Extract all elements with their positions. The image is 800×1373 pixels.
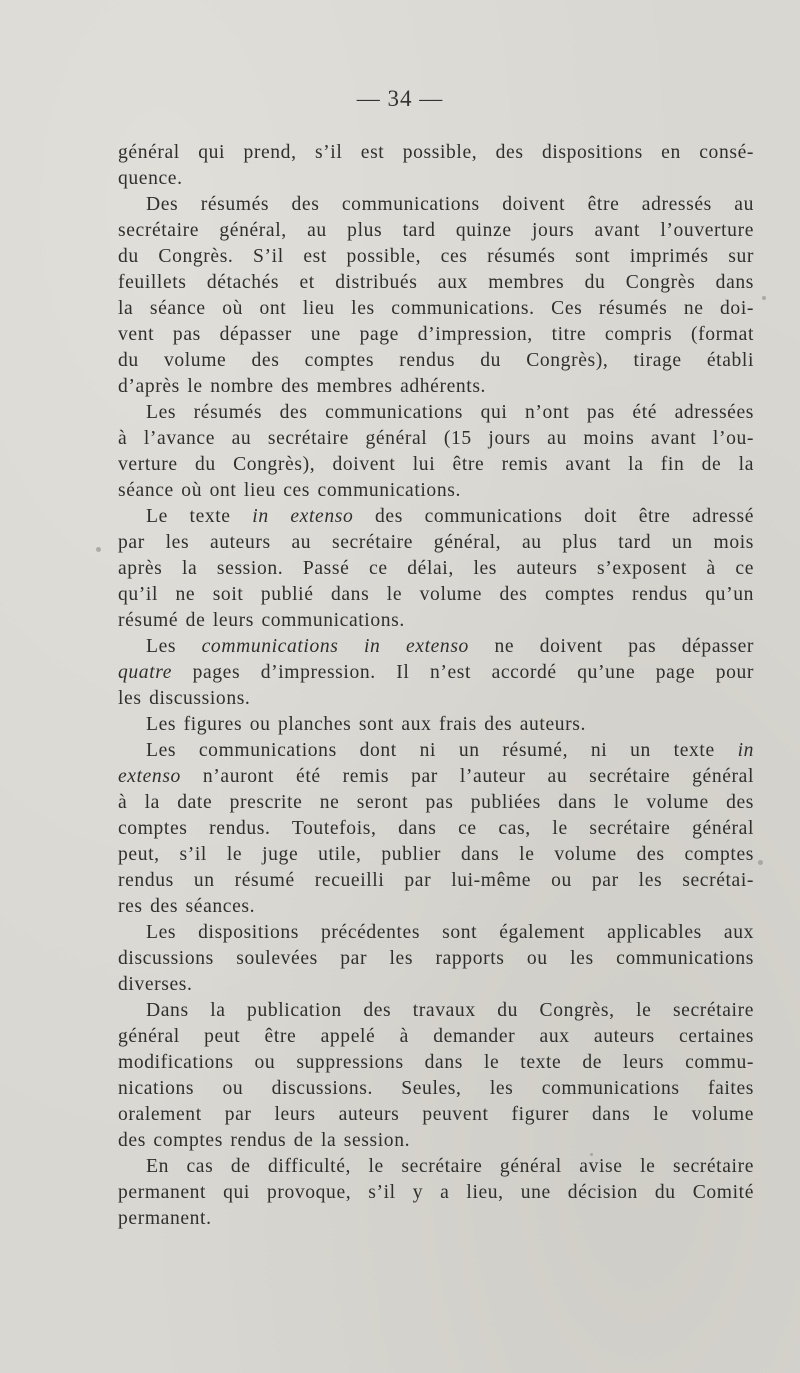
italic-text: in extenso	[252, 506, 354, 527]
text-line	[118, 504, 754, 530]
text-line-segment: ne doivent pas dépasser	[494, 636, 754, 657]
italic-text: extenso	[118, 766, 181, 787]
text-line	[118, 1128, 754, 1154]
text-line	[118, 452, 754, 478]
text-line-segment: des comptes rendus de la session.	[118, 1130, 411, 1151]
text-line	[118, 270, 754, 296]
text-line-segment: feuillets détachés et distribués aux membres du Congrès dans	[118, 272, 754, 293]
text-line	[118, 166, 754, 192]
text-line-segment: secrétaire général, au plus tard quinze jours avant l’ouverture	[118, 220, 754, 241]
text-line	[118, 998, 754, 1024]
text-line	[118, 920, 754, 946]
text-line-segment: des communications doit être adressé	[375, 506, 754, 527]
text-line	[118, 660, 754, 686]
text-line-segment: quence.	[118, 168, 183, 189]
text-line	[118, 712, 754, 738]
italic-text: in	[737, 740, 755, 761]
text-line-segment: à l’avance au secrétaire général (15 jours au moins avant l’ou-	[118, 428, 754, 449]
italic-text: communications in extenso	[201, 636, 469, 657]
text-line	[118, 868, 754, 894]
text-line-segment: modifications ou suppressions dans le texte de leurs commu-	[118, 1052, 754, 1073]
text-line-segment: résumé de leurs communications.	[118, 610, 405, 631]
text-line-segment: n’auront été remis par l’auteur au secrétaire général	[202, 766, 755, 787]
text-line-segment: les discussions.	[118, 688, 251, 709]
text-line-segment: diverses.	[118, 974, 193, 995]
text-line-segment: nications ou discussions. Seules, les communications faites	[118, 1078, 754, 1099]
text-line-segment: Les résumés des communications qui n’ont pas été adressées	[146, 402, 754, 423]
text-line	[118, 972, 754, 998]
text-line	[118, 348, 754, 374]
text-line	[118, 426, 754, 452]
text-line	[118, 140, 754, 166]
text-line	[118, 1024, 754, 1050]
paper-speck	[590, 1153, 593, 1156]
text-line	[118, 244, 754, 270]
text-line-segment: d’après le nombre des membres adhérents.	[118, 376, 487, 397]
text-line	[118, 374, 754, 400]
text-line-segment: Des résumés des communications doivent être adressés au	[146, 194, 754, 215]
text-line	[118, 894, 754, 920]
text-line	[118, 296, 754, 322]
text-line-segment: pages d’impression. Il n’est accordé qu’une page pour	[192, 662, 755, 683]
text-line-segment: En cas de difficulté, le secrétaire général avise le secrétaire	[146, 1156, 754, 1177]
text-line-segment: Les dispositions précédentes sont également applicables aux	[146, 922, 754, 943]
text-line-segment: la séance où ont lieu les communications. Ces résumés ne doi-	[118, 298, 754, 319]
text-line-segment: Les	[146, 636, 177, 657]
paper-speck	[762, 296, 766, 300]
text-line	[118, 816, 754, 842]
italic-text: quatre	[118, 662, 173, 683]
paper-speck	[758, 860, 763, 865]
text-line	[118, 608, 754, 634]
text-line-segment: peut, s’il le juge utile, publier dans le volume des comptes	[118, 844, 754, 865]
text-line-segment: verture du Congrès), doivent lui être remis avant la fin de la	[118, 454, 754, 475]
text-line-segment: comptes rendus. Toutefois, dans ce cas, le secrétaire général	[118, 818, 754, 839]
text-line-segment: général qui prend, s’il est possible, des dispositions en consé-	[118, 142, 754, 163]
text-line-segment: oralement par leurs auteurs peuvent figurer dans le volume	[118, 1104, 754, 1125]
text-line	[118, 738, 754, 764]
text-line-segment: après la session. Passé ce délai, les auteurs s’exposent à ce	[118, 558, 754, 579]
text-line-segment: séance où ont lieu ces communications.	[118, 480, 461, 501]
text-line-segment: à la date prescrite ne seront pas publiées dans le volume des	[118, 792, 754, 813]
text-line-segment: Les communications dont ni un résumé, ni un texte	[146, 740, 715, 761]
text-line-segment: discussions soulevées par les rapports ou les communications	[118, 948, 754, 969]
text-line-segment: par les auteurs au secrétaire général, au plus tard un mois	[118, 532, 754, 553]
text-line	[118, 556, 754, 582]
text-line	[118, 400, 754, 426]
paper-speck	[96, 547, 101, 552]
text-line	[118, 1076, 754, 1102]
text-line	[118, 686, 754, 712]
text-line	[118, 946, 754, 972]
text-line-segment: rendus un résumé recueilli par lui-même ou par les secrétai-	[118, 870, 754, 891]
text-line	[118, 478, 754, 504]
text-line	[118, 530, 754, 556]
text-line	[118, 192, 754, 218]
text-line-segment: du volume des comptes rendus du Congrès), tirage établi	[118, 350, 754, 371]
text-line-segment: vent pas dépasser une page d’impression, titre compris (format	[118, 324, 754, 345]
text-line	[118, 764, 754, 790]
text-line	[118, 634, 754, 660]
text-line-segment: permanent.	[118, 1208, 212, 1229]
text-line	[118, 1102, 754, 1128]
text-line-segment: Le texte	[146, 506, 231, 527]
text-line	[118, 582, 754, 608]
text-line	[118, 1180, 754, 1206]
text-line	[118, 322, 754, 348]
text-line-segment: général peut être appelé à demander aux auteurs certaines	[118, 1026, 754, 1047]
text-line	[118, 842, 754, 868]
text-line	[118, 218, 754, 244]
text-line-segment: qu’il ne soit publié dans le volume des comptes rendus qu’un	[118, 584, 754, 605]
text-line-segment: permanent qui provoque, s’il y a lieu, une décision du Comité	[118, 1182, 754, 1203]
body-text	[118, 140, 754, 1232]
text-line	[118, 1206, 754, 1232]
text-line-segment: Dans la publication des travaux du Congrès, le secrétaire	[146, 1000, 754, 1021]
page-number: — 34 —	[356, 86, 444, 111]
text-line	[118, 1154, 754, 1180]
text-line	[118, 790, 754, 816]
text-line	[118, 1050, 754, 1076]
text-line-segment: res des séances.	[118, 896, 256, 917]
text-line-segment: du Congrès. S’il est possible, ces résumés sont imprimés sur	[118, 246, 754, 267]
text-line-segment: Les figures ou planches sont aux frais des auteurs.	[146, 714, 586, 735]
